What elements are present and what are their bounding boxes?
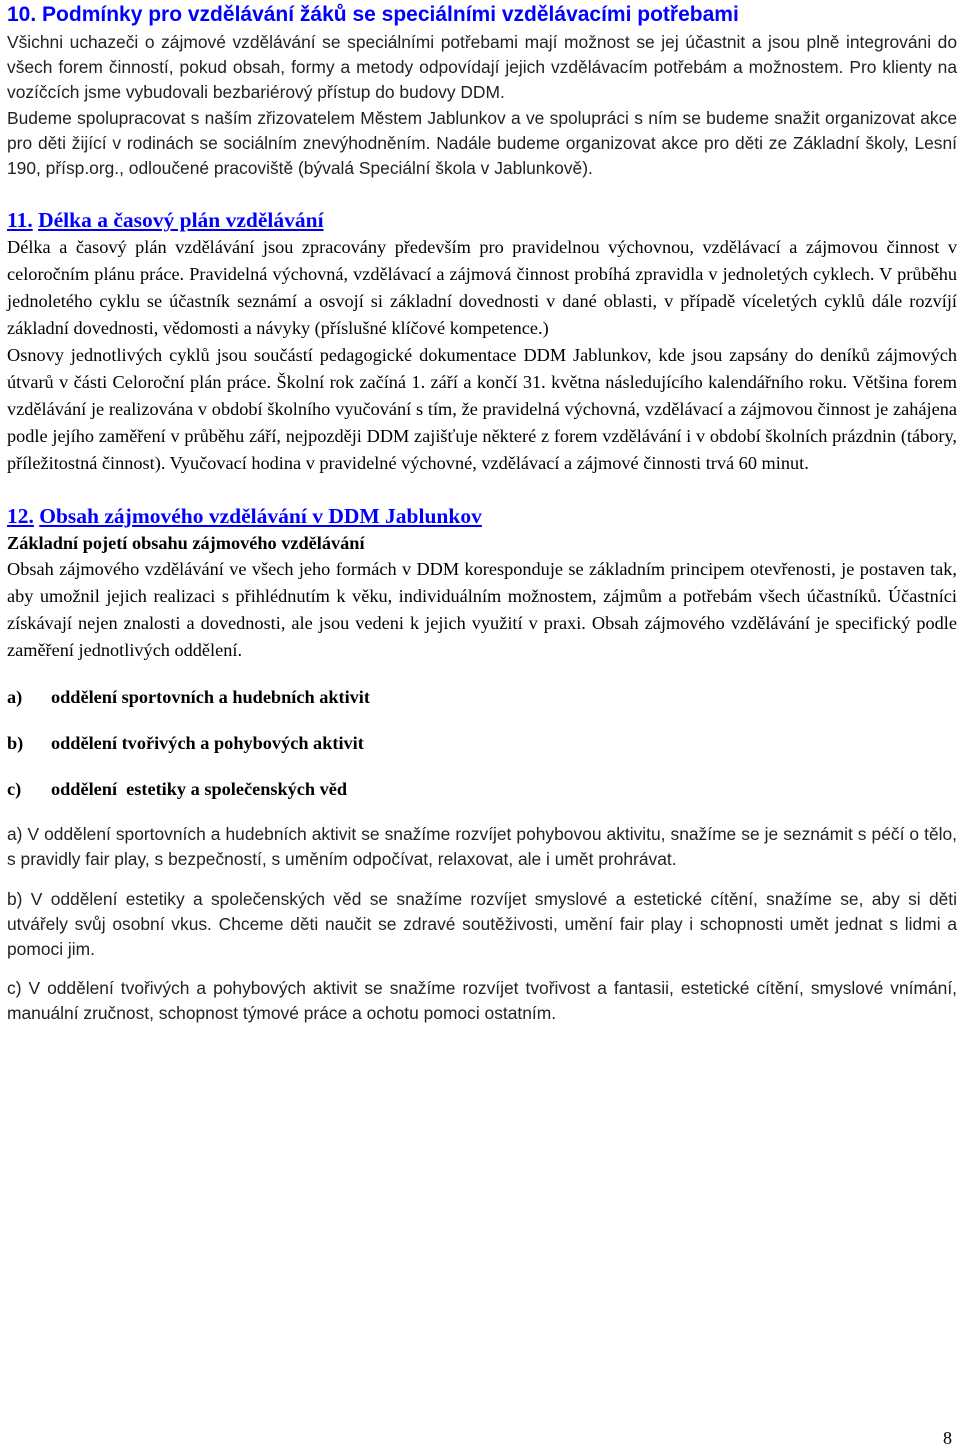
section-12-paragraph-1: Obsah zájmového vzdělávání ve všech jeho formách v DDM koresponduje se základním principem otevřenosti, je postaven tak, aby umožnil jejich realizaci s přihlédnutím k věku, individuálním možnostem, zájmům a potřebám všech účastníků. Účastníci získávají nejen znalosti a dovednosti, ale jsou vedeni k jejich využití v praxi. Obsah zájmového vzdělávání je specifický podle zaměření jednotlivých oddělení. bbox=[7, 559, 957, 661]
section-10-paragraph-2: Budeme spolupracovat s naším zřizovatelem Městem Jablunkov a ve spolupráci s ním se budeme snažit organizovat akce pro děti žijící v rodinách se sociálním znevýhodněním. Nadále budeme organizovat akce pro děti ze Základní školy, Lesní 190, přísp.org., odloučené pracoviště (bývalá Speciální škola v Jablunkově). bbox=[7, 107, 957, 179]
list-marker: b) bbox=[7, 733, 24, 754]
list-item bbox=[7, 684, 957, 710]
section-11-paragraph-2: Osnovy jednotlivých cyklů jsou součástí pedagogické dokumentace DDM Jablunkov, kde jsou zapsány do deníků zájmových útvarů v části Celoroční plán práce. Školní rok začíná 1. září a končí 31. května následujícího kalendářního roku. Většina forem vzdělávání je realizována v období školního vyučování s tím, že pravidelná výchovná, vzdělávací a zájmovou činnost je zahájena podle jejího zaměření v průběhu září, nejpozději DDM zajišťuje některé z forem vzdělávání i v období školních prázdnin (tábory, příležitostná činnost). Vyučovací hodina v pravidelné výchovné, vzdělávací a zájmové činnosti trvá 60 minut. bbox=[7, 345, 957, 474]
department-b-description: b) V oddělení estetiky a společenských věd se snažíme rozvíjet smyslové a estetické cítění, snažíme se, aby si děti utvářely svůj osobní vkus. Chceme děti naučit se zdravé soutěživosti, umění fair play i schopnosti umět jednat s lidmi a pomoci jim. bbox=[7, 888, 957, 960]
section-12-subheading: Základní pojetí obsahu zájmového vzdělávání bbox=[7, 533, 365, 554]
list-item-text: oddělení sportovních a hudebních aktivit bbox=[51, 687, 370, 708]
list-item bbox=[7, 776, 957, 802]
section-11-number: 11. bbox=[7, 208, 33, 233]
section-12-heading bbox=[7, 503, 957, 530]
section-12-title: Obsah zájmového vzdělávání v DDM Jablunkov bbox=[39, 504, 482, 529]
section-11-paragraph-1: Délka a časový plán vzdělávání jsou zpracovány především pro pravidelnou výchovnou, vzdělávací a zájmovou činnost v celoročním plánu práce. Pravidelná výchovná, vzdělávací a zájmová činnost probíhá zpravidla v jednoletých cyklech. V průběhu jednoletého cyklu se účastník seznámí a osvojí si základní dovednosti v dané oblasti, v případě víceletých cyklů dále rozvíjí základní dovednosti, vědomosti a návyky (příslušné klíčové kompetence.) bbox=[7, 237, 957, 339]
page-number: 8 bbox=[943, 1428, 952, 1448]
list-item-text: oddělení tvořivých a pohybových aktivit bbox=[51, 733, 364, 754]
list-item-text: oddělení estetiky a společenských věd bbox=[51, 779, 348, 800]
list-item bbox=[7, 730, 957, 756]
section-10-heading: 10. Podmínky pro vzdělávání žáků se speciálními vzdělávacími potřebami bbox=[7, 3, 739, 26]
document-page bbox=[7, 0, 957, 1027]
department-a-description: a) V oddělení sportovních a hudebních aktivit se snažíme rozvíjet pohybovou aktivitu, snažíme se je seznámit s péčí o tělo, s pravidly fair play, s bezpečností, s uměním odpočívat, relaxovat, ale i umět prohrávat. bbox=[7, 824, 957, 870]
section-11-heading bbox=[7, 207, 957, 234]
department-c-description: c) V oddělení tvořivých a pohybových aktivit se snažíme rozvíjet tvořivost a fantasii, estetické cítění, smyslové vnímání, manuální zručnost, schopnost týmové práce a ochotu pomoci ostatním. bbox=[7, 978, 957, 1024]
department-list bbox=[7, 684, 957, 802]
section-10-paragraph-1: Všichni uchazeči o zájmové vzdělávání se speciálními potřebami mají možnost se jej účastnit a jsou plně integrováni do všech forem činností, pokud obsah, formy a metody odpovídají jejich vzdělávacím potřebám a možnostem. Pro klienty na vozíčcích jsme vybudovali bezbariérový přístup do budovy DDM. bbox=[7, 32, 957, 103]
section-11-title: Délka a časový plán vzdělávání bbox=[38, 208, 324, 233]
list-marker: a) bbox=[7, 687, 23, 708]
section-12-number: 12. bbox=[7, 504, 34, 529]
list-marker: c) bbox=[7, 779, 22, 800]
